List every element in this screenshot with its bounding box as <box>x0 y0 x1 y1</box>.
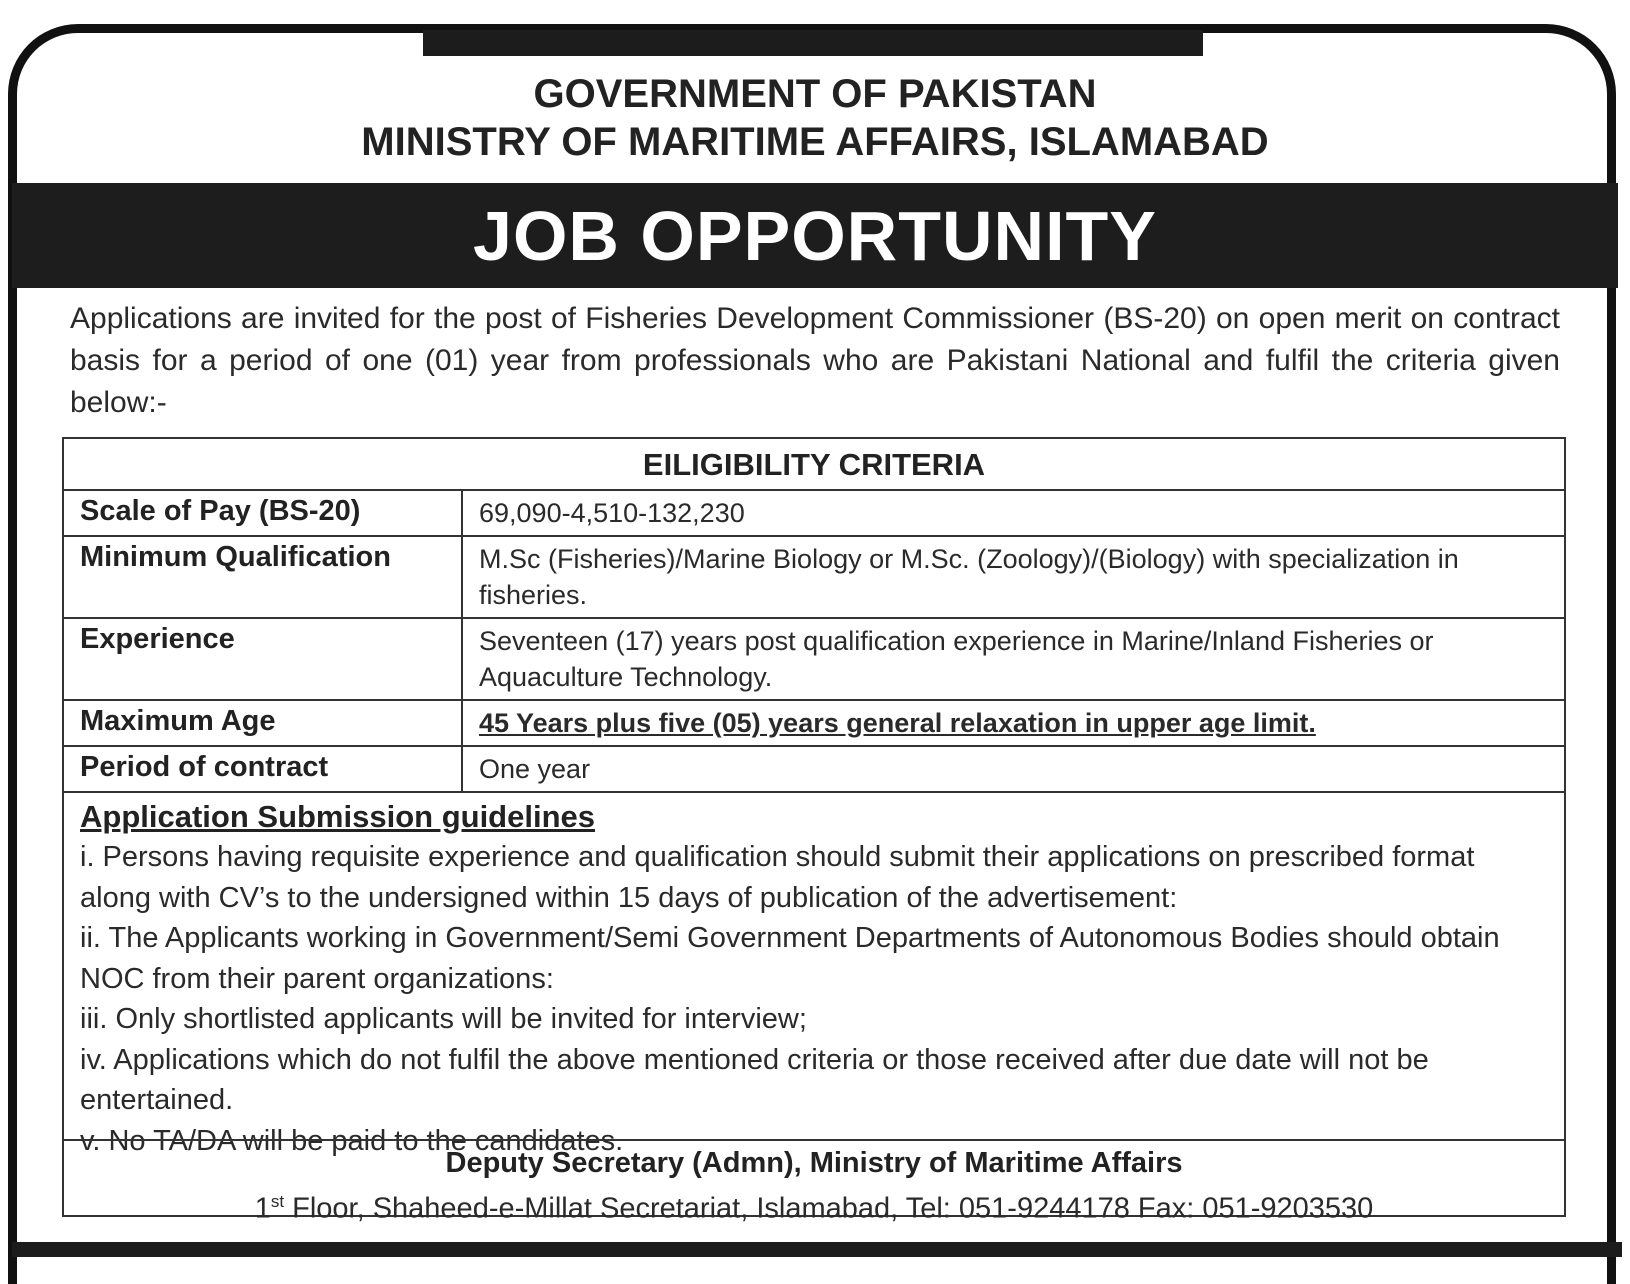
criteria-table <box>64 491 1564 793</box>
criteria-value: 69,090-4,510-132,230 <box>462 491 1564 536</box>
address-text: Floor, Shaheed-e-Millat Secretariat, Islamabad, Tel: 051-9244178 Fax: 051-9203530 <box>284 1192 1374 1225</box>
table-row <box>64 700 1564 746</box>
top-decor-bar <box>423 30 1203 56</box>
guideline-item: iv. Applications which do not fulfil the above mentioned criteria or those received after due date will not be entertained. <box>80 1043 1429 1116</box>
criteria-value: M.Sc (Fisheries)/Marine Biology or M.Sc. (Zoology)/(Biology) with specialization in fisheries. <box>462 536 1564 618</box>
signatory: Deputy Secretary (Admn), Ministry of Maritime Affairs <box>445 1147 1183 1179</box>
guideline-item: i. Persons having requisite experience and qualification should submit their applications on prescribed format along with CV’s to the undersigned within 15 days of publication of the advertisement: <box>80 841 1475 914</box>
criteria-box <box>62 437 1566 1225</box>
signature-block <box>64 1139 1564 1225</box>
criteria-value: Seventeen (17) years post qualification experience in Marine/Inland Fisheries or Aquaculture Technology. <box>462 618 1564 700</box>
table-row <box>64 618 1564 700</box>
criteria-label: Maximum Age <box>64 700 462 746</box>
floor-number: 1 <box>254 1192 271 1225</box>
criteria-value: One year <box>462 746 1564 792</box>
criteria-label: Period of contract <box>64 746 462 792</box>
guidelines-title: Application Submission guidelines <box>80 799 595 834</box>
criteria-value: 45 Years plus five (05) years general relaxation in upper age limit. <box>462 700 1564 746</box>
bottom-decor-bar <box>12 1242 1622 1257</box>
guideline-item: v. No TA/DA will be paid to the candidates. <box>80 1124 624 1157</box>
table-row <box>64 746 1564 792</box>
guidelines-section <box>64 793 1564 1161</box>
job-banner-text: JOB OPPORTUNITY <box>473 196 1157 275</box>
guideline-item: iii. Only shortlisted applicants will be invited for interview; <box>80 1003 807 1035</box>
criteria-label: Scale of Pay (BS-20) <box>64 491 462 536</box>
criteria-label: Experience <box>64 618 462 700</box>
ministry-title: MINISTRY OF MARITIME AFFAIRS, ISLAMABAD <box>361 120 1269 164</box>
criteria-label: Minimum Qualification <box>64 536 462 618</box>
table-row <box>64 536 1564 618</box>
floor-suffix: st <box>270 1192 285 1211</box>
government-title: GOVERNMENT OF PAKISTAN <box>533 72 1097 116</box>
guideline-item: ii. The Applicants working in Government/Semi Government Departments of Autonomous Bodies should obtain NOC from their parent organizations: <box>80 922 1500 995</box>
criteria-title: EILIGIBILITY CRITERIA <box>64 439 1564 491</box>
intro-paragraph: Applications are invited for the post of Fisheries Development Commissioner (BS-20) on open merit on contract basis for a period of one (01) year from professionals who are Pakistani National and fulfil the criteria given below:- <box>70 302 1560 419</box>
table-row <box>64 491 1564 536</box>
address-line <box>64 1183 1564 1228</box>
job-banner <box>12 183 1618 288</box>
